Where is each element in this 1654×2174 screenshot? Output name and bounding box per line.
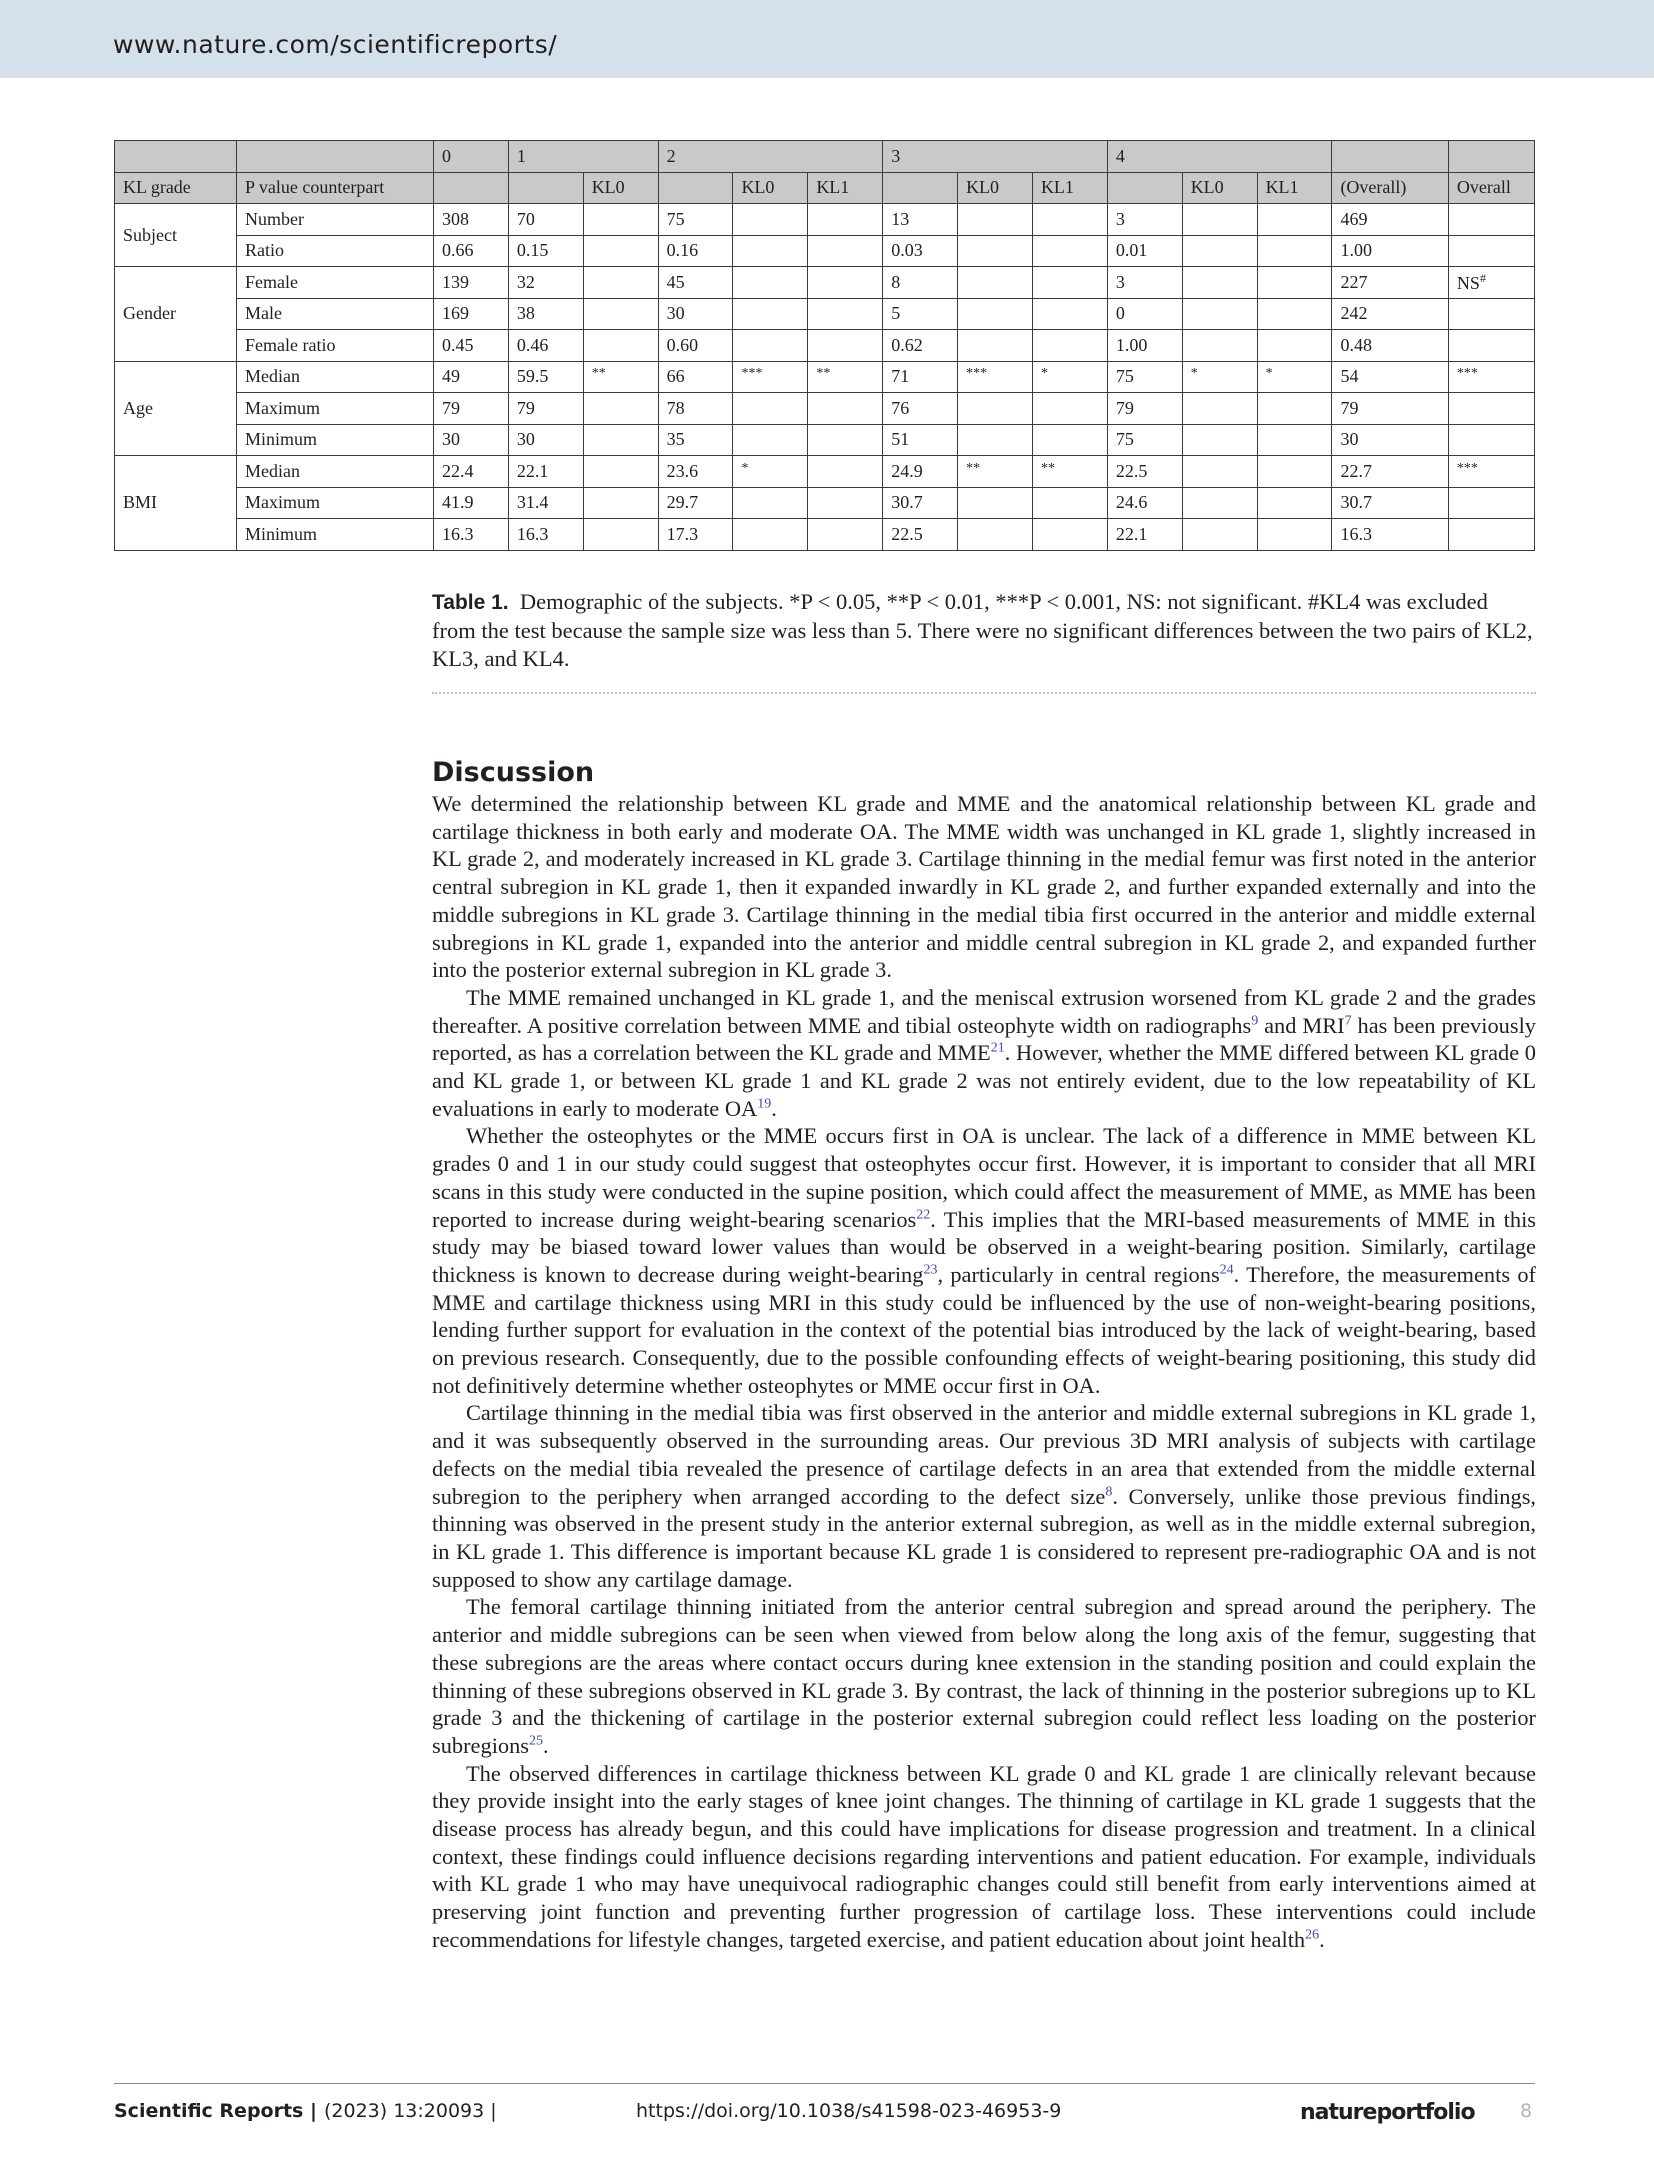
table-row xyxy=(115,298,1535,330)
section-divider xyxy=(432,692,1536,694)
paragraph-text: . Therefore, the measurements of MME and cartilage thickness using MRI in this study could be influenced by the use of non-weight-bearing positions, lending further support for evaluation in the context of the potential bias introduced by the lack of weight-bearing, based on previous research. Consequently, due to the possible confounding effects of weight-bearing positioning, this study did not definitively determine whether osteophytes or MME occur first in OA. xyxy=(432,1261,1536,1398)
header-cell xyxy=(433,172,508,204)
paragraph-text: . Conversely, unlike those previous findings, thinning was observed in the present study in the anterior external subregion, as well as in the middle external subregion, in KL grade 1. This difference is important because KL grade 1 is considered to represent pre-radiographic OA and is not supposed to show any cartilage damage. xyxy=(432,1483,1536,1592)
table-cell xyxy=(1182,330,1257,362)
table-cell xyxy=(733,204,808,236)
table-cell xyxy=(1448,487,1534,519)
table-cell xyxy=(808,519,883,551)
table-row xyxy=(115,456,1535,488)
row-label: Minimum xyxy=(237,519,434,551)
table-cell xyxy=(1257,267,1332,299)
table-cell: 78 xyxy=(658,393,733,425)
table-cell: 59.5 xyxy=(508,361,583,393)
row-label: Maximum xyxy=(237,393,434,425)
table-cell: 0.45 xyxy=(433,330,508,362)
paragraph-text: . However, whether the MME differed between KL grade 0 and KL grade 1, or between KL grade 1 and KL grade 2 was not entirely evident, due to the low repeatability of KL evaluations in early to moderate OA xyxy=(432,1040,1536,1121)
table-cell xyxy=(733,519,808,551)
footer-journal: Scientific Reports | xyxy=(114,2100,317,2122)
paragraph-text: has been previously reported, as has a correlation between the KL grade and MME xyxy=(432,1012,1536,1066)
row-group-label: Subject xyxy=(115,204,237,267)
header-cell: KL1 xyxy=(1032,172,1107,204)
header-blank-cell xyxy=(1332,141,1448,173)
table-cell xyxy=(1257,424,1332,456)
paragraph-text: . xyxy=(543,1732,549,1758)
table-cell: 227 xyxy=(1332,267,1448,299)
table-cell xyxy=(808,235,883,267)
nature-portfolio-logo: natureportfolio xyxy=(1300,2100,1475,2125)
citation-link[interactable]: 7 xyxy=(1344,1013,1352,1029)
header-grade-3: 3 xyxy=(883,141,1108,173)
table-cell: 469 xyxy=(1332,204,1448,236)
table-cell: 139 xyxy=(433,267,508,299)
table-cell xyxy=(1032,204,1107,236)
citation-link[interactable]: 8 xyxy=(1105,1484,1113,1500)
table-cell xyxy=(1448,330,1534,362)
header-cell: KL1 xyxy=(808,172,883,204)
paragraph-text: Whether the osteophytes or the MME occurs first in OA is unclear. The lack of a difference in MME between KL grades 0 and 1 in our study could suggest that osteophytes occur first. However, it is important to consider that all MRI scans in this study were conducted in the supine position, which could affect the measurement of MME, as MME has been reported to increase during weight-bearing scenarios xyxy=(432,1123,1536,1232)
table-cell xyxy=(808,330,883,362)
table-row xyxy=(115,487,1535,519)
table-cell xyxy=(958,330,1033,362)
table-cell: * xyxy=(1032,361,1107,393)
discussion-body xyxy=(432,790,1536,1954)
table-cell: 13 xyxy=(883,204,958,236)
table-cell: 38 xyxy=(508,298,583,330)
table-cell: 17.3 xyxy=(658,519,733,551)
table-cell: 79 xyxy=(1332,393,1448,425)
table-cell: 22.4 xyxy=(433,456,508,488)
table-cell: 51 xyxy=(883,424,958,456)
header-blank-cell xyxy=(1448,141,1534,173)
header-grade-2: 2 xyxy=(658,141,883,173)
table-cell: 32 xyxy=(508,267,583,299)
table-cell xyxy=(1257,235,1332,267)
table-cell xyxy=(583,235,658,267)
table-row xyxy=(115,267,1535,299)
paragraph-text: . This implies that the MRI-based measurements of MME in this study may be biased toward lower values than would be observed in a weight-bearing position. Similarly, cartilage thickness is known to decrease during weight-bearing xyxy=(432,1206,1537,1287)
table-cell xyxy=(583,456,658,488)
header-cell xyxy=(1107,172,1182,204)
paragraph-text: We determined the relationship between KL grade and MME and the anatomical relationship between KL grade and cartilage thickness in both early and moderate OA. The MME width was unchanged in KL grade 1, slightly increased in KL grade 2, and moderately increased in KL grade 3. Cartilage thinning in the medial femur was first noted in the anterior central subregion in KL grade 1, then it expanded inwardly in KL grade 2, and further expanded externally and into the middle subregions in KL grade 3. Cartilage thinning in the medial tibia first occurred in the anterior and middle external subregions in KL grade 1, expanded into the anterior and middle central subregion in KL grade 2, and expanded further into the posterior external subregion in KL grade 3. xyxy=(432,791,1536,983)
table-cell xyxy=(583,330,658,362)
table-cell: 22.1 xyxy=(1107,519,1182,551)
table-row xyxy=(115,519,1535,551)
header-cell: Overall xyxy=(1448,172,1534,204)
table-cell xyxy=(1032,424,1107,456)
table-cell xyxy=(1032,393,1107,425)
table-cell: 54 xyxy=(1332,361,1448,393)
header-cell xyxy=(508,172,583,204)
footer-divider xyxy=(114,2083,1535,2084)
row-label: Number xyxy=(237,204,434,236)
footer-volume: (2023) 13:20093 | xyxy=(324,2100,497,2122)
row-label: Median xyxy=(237,456,434,488)
table-row xyxy=(115,235,1535,267)
table-cell: 30 xyxy=(658,298,733,330)
table-cell xyxy=(1032,330,1107,362)
table-cell xyxy=(583,487,658,519)
row-label: Minimum xyxy=(237,424,434,456)
table-cell xyxy=(1032,298,1107,330)
row-label: Ratio xyxy=(237,235,434,267)
table-cell xyxy=(1257,298,1332,330)
table-cell xyxy=(958,204,1033,236)
header-cell: P value counterpart xyxy=(237,172,434,204)
table-cell xyxy=(808,393,883,425)
table-cell: 79 xyxy=(508,393,583,425)
table-cell xyxy=(733,235,808,267)
table-cell: 30 xyxy=(1332,424,1448,456)
table-cell: 0 xyxy=(1107,298,1182,330)
header-cell: KL0 xyxy=(583,172,658,204)
table-cell: *** xyxy=(733,361,808,393)
header-cell: (Overall) xyxy=(1332,172,1448,204)
table-cell: 24.9 xyxy=(883,456,958,488)
table-cell: * xyxy=(1182,361,1257,393)
demographics-table xyxy=(114,140,1535,551)
table-cell: ** xyxy=(583,361,658,393)
table-cell xyxy=(583,519,658,551)
table-row xyxy=(115,330,1535,362)
table-cell xyxy=(733,393,808,425)
table-cell: 0.60 xyxy=(658,330,733,362)
table-cell: ** xyxy=(958,456,1033,488)
table-cell: *** xyxy=(1448,361,1534,393)
table-cell xyxy=(1448,235,1534,267)
table-cell: *** xyxy=(1448,456,1534,488)
table-cell: * xyxy=(733,456,808,488)
table-cell xyxy=(958,487,1033,519)
table-cell xyxy=(733,424,808,456)
row-group-label: BMI xyxy=(115,456,237,551)
table-cell xyxy=(583,393,658,425)
paragraph-text: . xyxy=(771,1095,777,1121)
table-cell: 66 xyxy=(658,361,733,393)
table-cell xyxy=(958,235,1033,267)
table-cell xyxy=(958,298,1033,330)
table-cell: 23.6 xyxy=(658,456,733,488)
table-cell: 30 xyxy=(508,424,583,456)
table-row xyxy=(115,204,1535,236)
row-group-label: Gender xyxy=(115,267,237,362)
table-cell: 0.01 xyxy=(1107,235,1182,267)
table-cell: 76 xyxy=(883,393,958,425)
table-cell xyxy=(1448,298,1534,330)
table-cell: 169 xyxy=(433,298,508,330)
table-cell xyxy=(1182,393,1257,425)
table-cell xyxy=(1257,519,1332,551)
table-cell: 0.46 xyxy=(508,330,583,362)
table-cell: 0.62 xyxy=(883,330,958,362)
table-cell xyxy=(1182,519,1257,551)
citation-link[interactable]: 22 xyxy=(916,1207,931,1223)
table-cell xyxy=(808,487,883,519)
table-row xyxy=(115,393,1535,425)
header-blank-cell xyxy=(237,141,434,173)
row-label: Median xyxy=(237,361,434,393)
table-cell: ** xyxy=(1032,456,1107,488)
table-cell xyxy=(1448,424,1534,456)
site-url[interactable]: www.nature.com/scientificreports/ xyxy=(113,30,558,59)
row-group-label: Age xyxy=(115,361,237,456)
table-cell: 29.7 xyxy=(658,487,733,519)
table-cell: 0.48 xyxy=(1332,330,1448,362)
table-cell xyxy=(1032,235,1107,267)
table-cell xyxy=(733,330,808,362)
table-cell xyxy=(1257,456,1332,488)
table-cell xyxy=(1448,519,1534,551)
header-cell: KL grade xyxy=(115,172,237,204)
table-cell: 79 xyxy=(433,393,508,425)
citation-link[interactable]: 24 xyxy=(1219,1262,1234,1278)
table-cell: 71 xyxy=(883,361,958,393)
table-header-row-counterparts xyxy=(115,172,1535,204)
table-cell xyxy=(958,267,1033,299)
paragraph-text: Cartilage thinning in the medial tibia was first observed in the anterior and middle external subregions in KL grade 1, and it was subsequently observed in the surrounding areas. Our previous 3D MRI analysis of subjects with cartilage defects on the medial tibia revealed the presence of cartilage defects in an area that extended from the middle external subregion to the periphery when arranged according to the defect size xyxy=(432,1400,1536,1509)
table-cell xyxy=(808,204,883,236)
discussion-paragraph xyxy=(432,1122,1536,1399)
table-cell: 75 xyxy=(658,204,733,236)
table-cell: ** xyxy=(808,361,883,393)
table-cell xyxy=(1182,298,1257,330)
paragraph-text: The MME remained unchanged in KL grade 1, and the meniscal extrusion worsened from KL grade 2 and the grades thereafter. A positive correlation between MME and tibial osteophyte width on radiographs xyxy=(432,984,1536,1038)
table-cell: 0.16 xyxy=(658,235,733,267)
citation-link[interactable]: 19 xyxy=(757,1096,772,1112)
table-cell xyxy=(1182,267,1257,299)
table-cell xyxy=(1448,393,1534,425)
table-cell xyxy=(1257,487,1332,519)
table-cell xyxy=(733,298,808,330)
table-cell xyxy=(808,267,883,299)
header-cell xyxy=(883,172,958,204)
table-cell xyxy=(1257,330,1332,362)
discussion-paragraph xyxy=(432,1399,1536,1593)
discussion-paragraph xyxy=(432,1760,1536,1954)
table-cell xyxy=(1182,204,1257,236)
table-row xyxy=(115,361,1535,393)
table-cell: 22.5 xyxy=(883,519,958,551)
table-caption xyxy=(432,588,1536,673)
header-blank-cell xyxy=(115,141,237,173)
table-cell: 41.9 xyxy=(433,487,508,519)
table-cell: 3 xyxy=(1107,267,1182,299)
paragraph-text: . xyxy=(1319,1926,1325,1952)
table-cell: 0.66 xyxy=(433,235,508,267)
header-cell: KL0 xyxy=(958,172,1033,204)
header-cell xyxy=(658,172,733,204)
table-cell xyxy=(808,298,883,330)
table-header-row-grades xyxy=(115,141,1535,173)
table-cell: 1.00 xyxy=(1332,235,1448,267)
table-cell xyxy=(1182,424,1257,456)
table-cell: 79 xyxy=(1107,393,1182,425)
caption-label: Table 1. xyxy=(432,591,509,614)
table-cell xyxy=(1032,519,1107,551)
table-cell: 242 xyxy=(1332,298,1448,330)
table-cell: 30.7 xyxy=(1332,487,1448,519)
table-cell: *** xyxy=(958,361,1033,393)
table-cell xyxy=(1448,204,1534,236)
table-cell xyxy=(1032,267,1107,299)
table-cell: 75 xyxy=(1107,361,1182,393)
table-cell: NS# xyxy=(1448,267,1534,299)
table-cell xyxy=(958,393,1033,425)
table-cell: 0.15 xyxy=(508,235,583,267)
table-cell: 8 xyxy=(883,267,958,299)
discussion-paragraph xyxy=(432,790,1536,984)
citation-link[interactable]: 25 xyxy=(529,1733,544,1749)
table-cell xyxy=(958,424,1033,456)
citation-link[interactable]: 23 xyxy=(923,1262,938,1278)
table-cell: * xyxy=(1257,361,1332,393)
table-cell xyxy=(1032,487,1107,519)
table-cell xyxy=(583,424,658,456)
table-cell: 22.1 xyxy=(508,456,583,488)
table-cell: 35 xyxy=(658,424,733,456)
caption-text: Demographic of the subjects. *P < 0.05, **P < 0.01, ***P < 0.001, NS: not significant. #KL4 was excluded from the test because the sample size was less than 5. There were no significant differences between the two pairs of KL2, KL3, and KL4. xyxy=(432,589,1533,671)
table-cell: 16.3 xyxy=(1332,519,1448,551)
table-cell xyxy=(733,267,808,299)
citation-link[interactable]: 21 xyxy=(990,1040,1005,1056)
table-cell xyxy=(583,298,658,330)
discussion-paragraph xyxy=(432,984,1536,1123)
table-cell xyxy=(733,487,808,519)
header-cell: KL0 xyxy=(1182,172,1257,204)
table-cell: 75 xyxy=(1107,424,1182,456)
table-cell: 16.3 xyxy=(433,519,508,551)
table-cell: 30.7 xyxy=(883,487,958,519)
page-number: 8 xyxy=(1520,2100,1533,2122)
table-cell xyxy=(1182,456,1257,488)
table-cell xyxy=(808,456,883,488)
citation-link[interactable]: 9 xyxy=(1251,1013,1259,1029)
table-cell: 30 xyxy=(433,424,508,456)
header-grade-0: 0 xyxy=(433,141,508,173)
table-cell xyxy=(958,519,1033,551)
row-label: Male xyxy=(237,298,434,330)
table-cell xyxy=(808,424,883,456)
table-cell: 22.5 xyxy=(1107,456,1182,488)
header-cell: KL0 xyxy=(733,172,808,204)
paragraph-text: The femoral cartilage thinning initiated from the anterior central subregion and spread around the periphery. The anterior and middle subregions can be seen when viewed from below along the long axis of the femur, suggesting that these subregions are the areas where contact occurs during knee extension in the standing position and could explain the thinning of these subregions observed in KL grade 3. By contrast, the lack of thinning in the posterior subregions up to KL grade 3 and the thickening of cartilage in the posterior external subregion could reflect less loading on the posterior subregions xyxy=(432,1594,1536,1758)
row-label: Female xyxy=(237,267,434,299)
table-cell xyxy=(583,267,658,299)
footer-doi-link[interactable]: https://doi.org/10.1038/s41598-023-46953-9 xyxy=(636,2100,1062,2122)
citation-link[interactable]: 26 xyxy=(1305,1927,1320,1943)
table-cell xyxy=(1257,393,1332,425)
paragraph-text: The observed differences in cartilage thickness between KL grade 0 and KL grade 1 are clinically relevant because they provide insight into the early stages of knee joint changes. The thinning of cartilage in KL grade 1 suggests that the disease process has already begun, and this could have implications for disease progression and treatment. In a clinical context, these findings could influence decisions regarding interventions and patient education. For example, individuals with KL grade 1 who may have unequivocal radiographic changes could still benefit from early interventions aimed at preserving joint function and preventing further progression of cartilage loss. These interventions could include recommendations for lifestyle changes, targeted exercise, and patient education about joint health xyxy=(432,1760,1536,1952)
paragraph-text: and MRI xyxy=(1258,1012,1345,1038)
discussion-paragraph xyxy=(432,1593,1536,1759)
table-cell: 5 xyxy=(883,298,958,330)
table-cell: 22.7 xyxy=(1332,456,1448,488)
table-cell xyxy=(1182,487,1257,519)
header-grade-1: 1 xyxy=(508,141,658,173)
header-cell: KL1 xyxy=(1257,172,1332,204)
table-cell: 1.00 xyxy=(1107,330,1182,362)
table-cell: 49 xyxy=(433,361,508,393)
table-cell xyxy=(583,204,658,236)
table-cell: 0.03 xyxy=(883,235,958,267)
header-grade-4: 4 xyxy=(1107,141,1332,173)
site-header-bar xyxy=(0,0,1654,78)
table-cell xyxy=(1257,204,1332,236)
table-cell: 3 xyxy=(1107,204,1182,236)
table-cell: 70 xyxy=(508,204,583,236)
table-cell: 24.6 xyxy=(1107,487,1182,519)
table-row xyxy=(115,424,1535,456)
discussion-heading: Discussion xyxy=(432,757,595,788)
table-cell: 31.4 xyxy=(508,487,583,519)
table-cell xyxy=(1182,235,1257,267)
table-cell: 308 xyxy=(433,204,508,236)
row-label: Female ratio xyxy=(237,330,434,362)
paragraph-text: , particularly in central regions xyxy=(937,1261,1220,1287)
table-cell: 45 xyxy=(658,267,733,299)
row-label: Maximum xyxy=(237,487,434,519)
table-cell: 16.3 xyxy=(508,519,583,551)
